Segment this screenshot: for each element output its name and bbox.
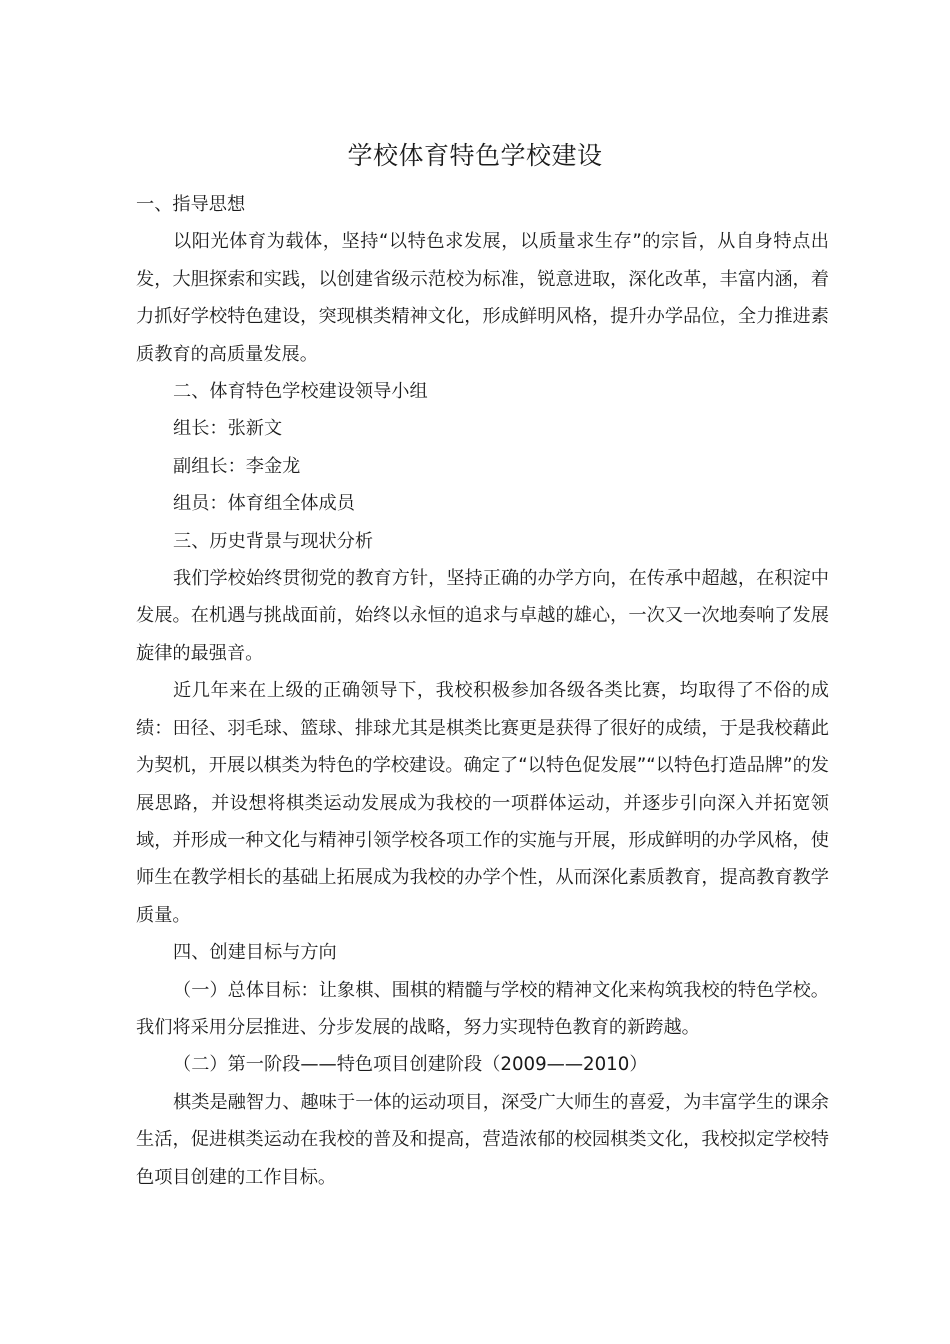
section-heading-leadership-group: 二、体育特色学校建设领导小组	[173, 381, 428, 403]
section-heading-guiding-ideology: 一、指导思想	[136, 194, 246, 215]
subheading-first-stage: （二）第一阶段——特色项目创建阶段（2009——2010）	[173, 1054, 648, 1076]
paragraph-guiding-ideology: 以阳光体育为载体，坚持“以特色求发展，以质量求生存”的宗旨，从自身特点出发，大胆探索和实践，以创建省级示范校为标准，锐意进取，深化改革，丰富内涵，着力抓好学校特色建设，突现棋类精神文化，形成鲜明风格，提升办学品位，全力推进素质教育的高质量发展。	[136, 231, 829, 365]
members-line: 组员：体育组全体成员	[173, 493, 355, 515]
paragraph-overall-goal: （一）总体目标：让象棋、围棋的精髓与学校的精神文化来构筑我校的特色学校。我们将采用分层推进、分步发展的战略，努力实现特色教育的新跨越。	[136, 979, 829, 1038]
section-heading-goals: 四、创建目标与方向	[173, 942, 337, 964]
paragraph-background-1: 我们学校始终贯彻党的教育方针，坚持正确的办学方向，在传承中超越，在积淀中发展。在机遇与挑战面前，始终以永恒的追求与卓越的雄心，一次又一次地奏响了发展旋律的最强音。	[136, 568, 829, 664]
document-body	[136, 186, 829, 1196]
paragraph-background-2: 近几年来在上级的正确领导下，我校积极参加各级各类比赛，均取得了不俗的成绩：田径、羽毛球、篮球、排球尤其是棋类比赛更是获得了很好的成绩，于是我校藉此为契机，开展以棋类为特色的学校建设。确定了“以特色促发展”“以特色打造品牌”的发展思路，并设想将棋类运动发展成为我校的一项群体运动，并逐步引向深入并拓宽领域，并形成一种文化与精神引领学校各项工作的实施与开展，形成鲜明的办学风格，使师生在教学相长的基础上拓展成为我校的办学个性，从而深化素质教育，提高教育教学质量。	[136, 680, 829, 926]
leader-line: 组长：张新文	[173, 418, 283, 440]
section-heading-background: 三、历史背景与现状分析	[173, 530, 374, 552]
document-title: 学校体育特色学校建设	[347, 141, 603, 170]
deputy-leader-line: 副组长：李金龙	[173, 455, 301, 477]
paragraph-first-stage: 棋类是融智力、趣味于一体的运动项目，深受广大师生的喜爱，为丰富学生的课余生活，促进棋类运动在我校的普及和提高，营造浓郁的校园棋类文化，我校拟定学校特色项目创建的工作目标。	[136, 1091, 829, 1188]
